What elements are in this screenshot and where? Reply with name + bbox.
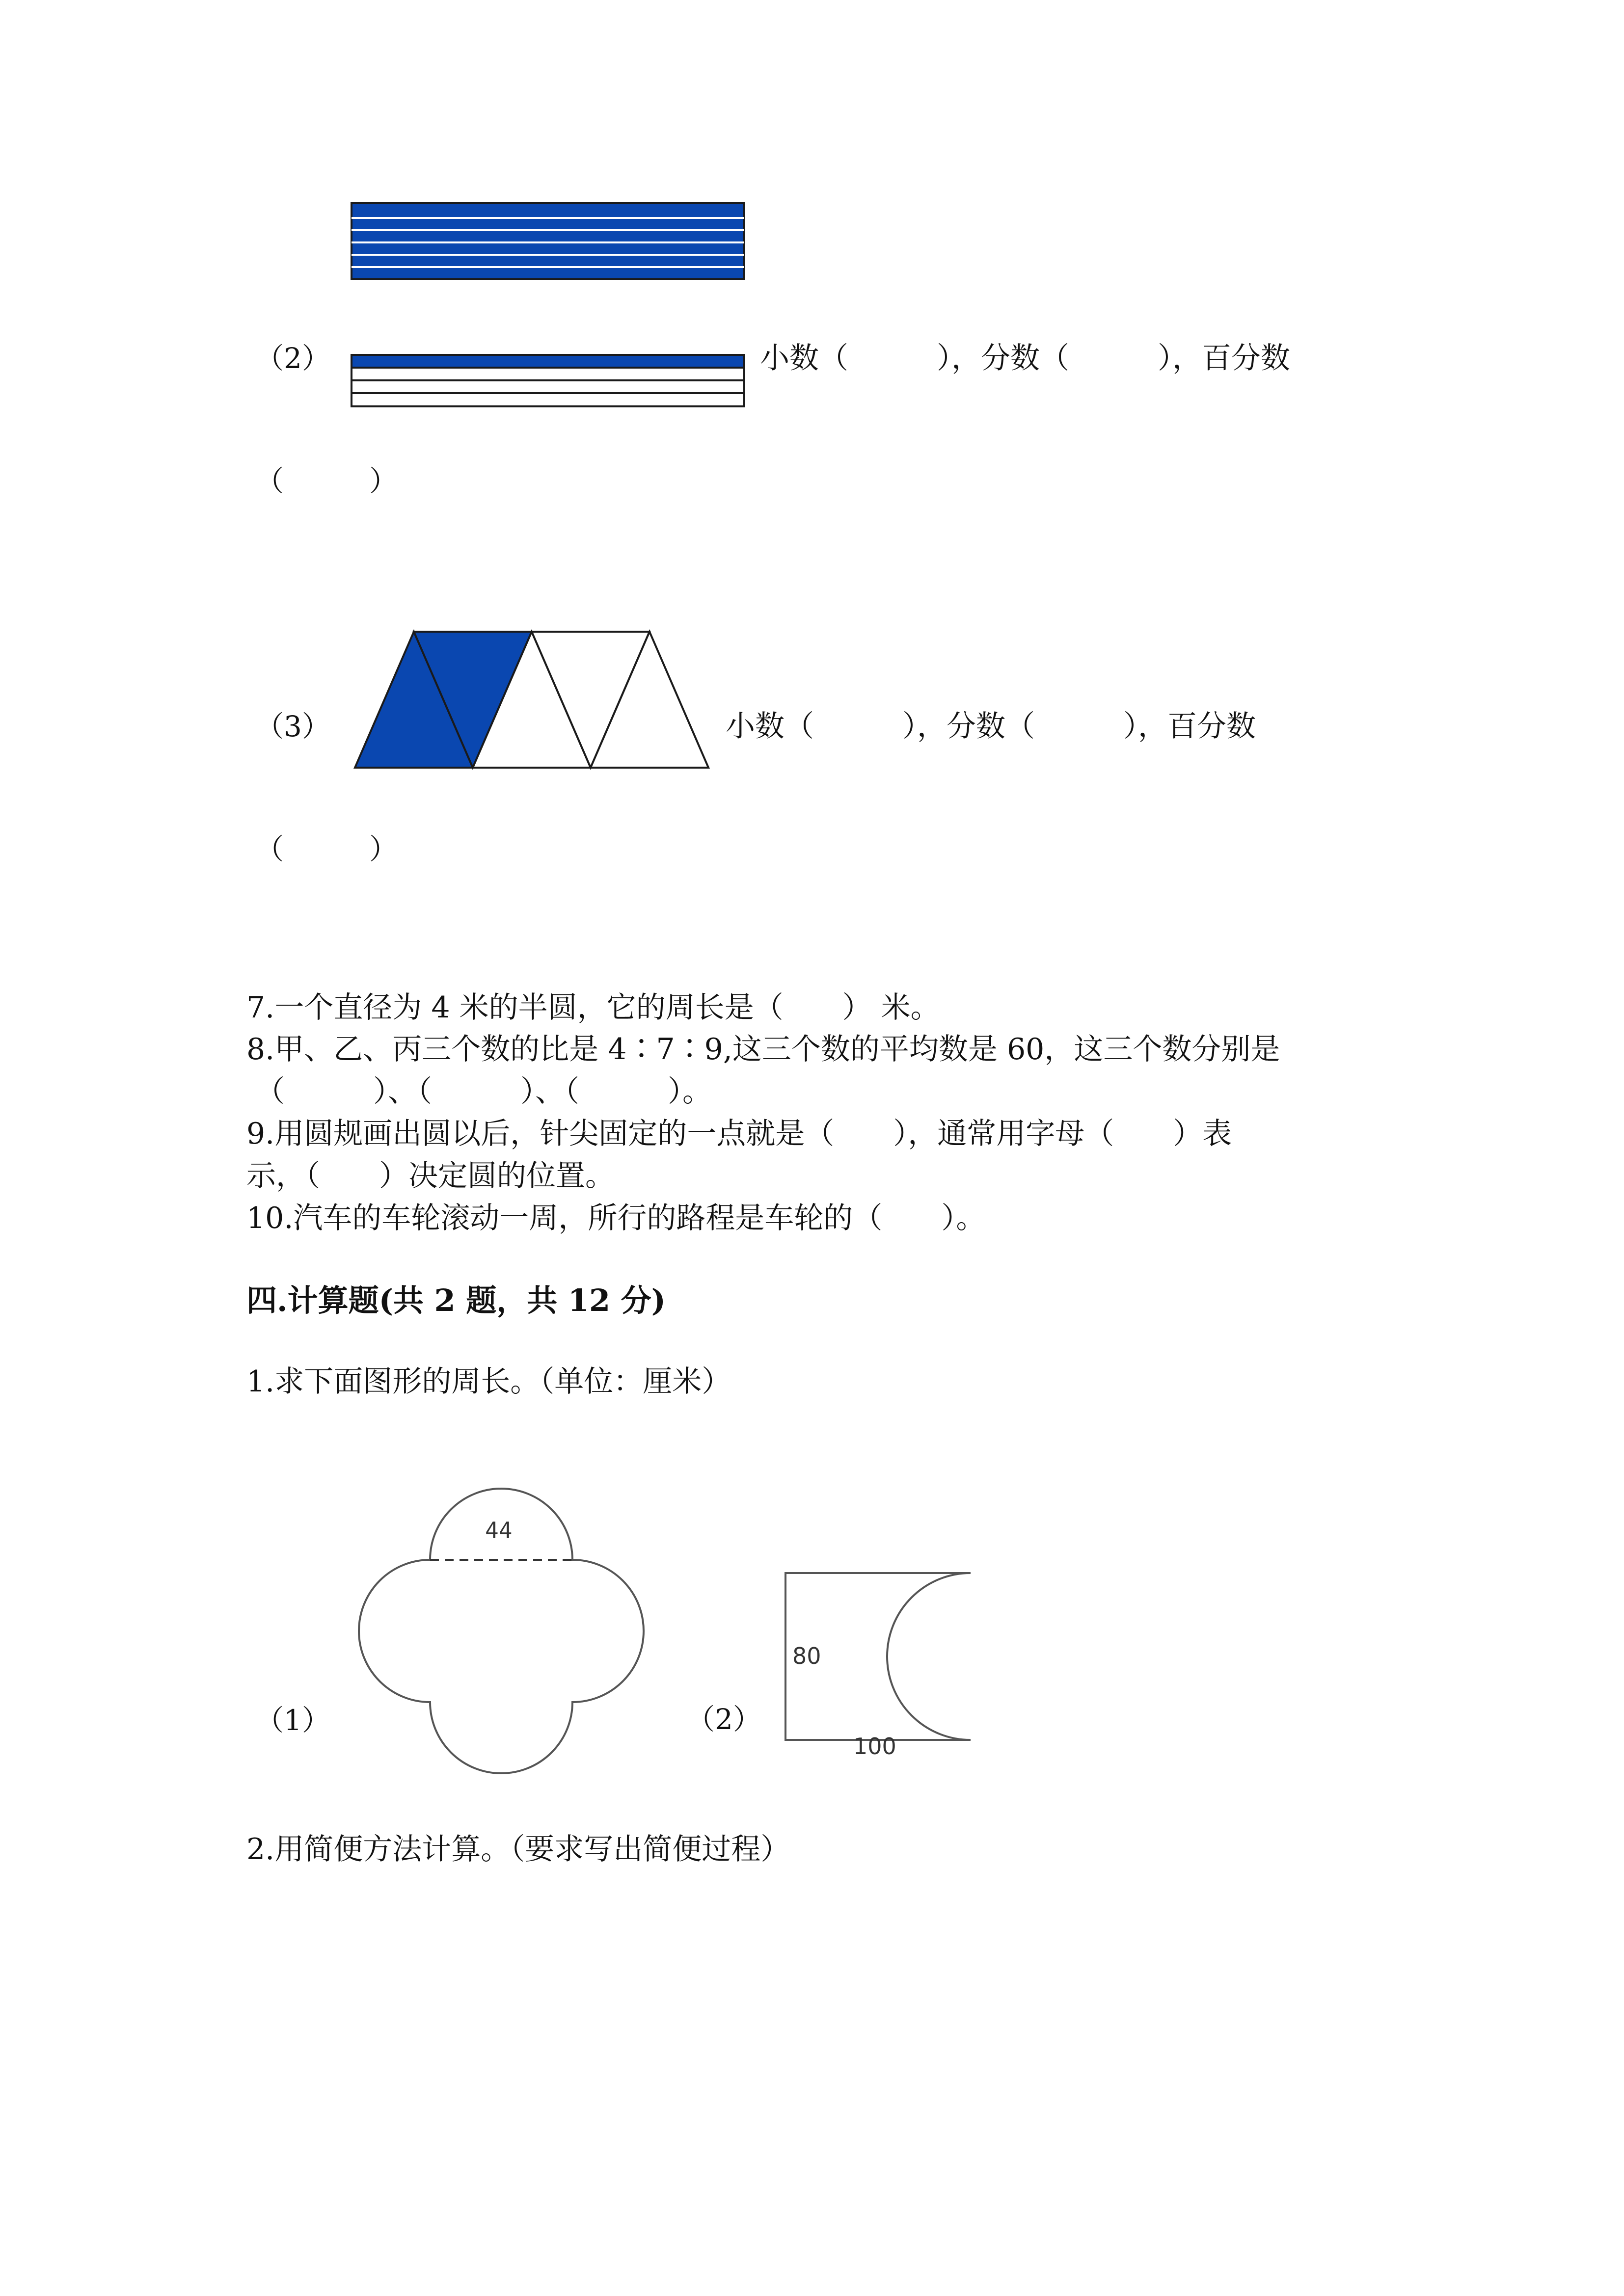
bar-figure-2 bbox=[352, 355, 744, 409]
calc-question-2: 2.用简便方法计算。（要求写出简便过程） bbox=[246, 1832, 790, 1867]
question-8-line1: 8.甲、乙、丙三个数的比是 4∶7∶9,这三个数的平均数是 60，这三个数分别是 bbox=[246, 1032, 1280, 1067]
question-9-line1: 9.用圆规画出圆以后，针尖固定的一点就是（ ），通常用字母（ ）表 bbox=[246, 1117, 1232, 1151]
question-2-text: 小数（ ），分数（ ），百分数 bbox=[760, 341, 1290, 375]
figure-label-2: （2） bbox=[255, 342, 330, 375]
notched-rect-width-label: 100 bbox=[853, 1733, 896, 1760]
parallelogram-figure-3 bbox=[352, 629, 716, 772]
answer-paren-2: （ ） bbox=[255, 464, 398, 498]
calc-figure-label-2: （2） bbox=[686, 1703, 761, 1736]
question-7: 7.一个直径为 4 米的半圆，它的周长是（ ） 米。 bbox=[246, 990, 940, 1025]
bar-figure-top bbox=[352, 203, 744, 282]
answer-paren-3: （ ） bbox=[255, 832, 398, 866]
figure-label-3: （3） bbox=[255, 710, 330, 743]
question-10: 10.汽车的车轮滚动一周，所行的路程是车轮的（ ）。 bbox=[246, 1201, 986, 1235]
question-3-text: 小数（ ），分数（ ），百分数 bbox=[726, 709, 1256, 744]
calc-question-1: 1.求下面图形的周长。（单位：厘米） bbox=[246, 1364, 731, 1399]
notched-rect-height-label: 80 bbox=[792, 1643, 821, 1669]
calc-figure-label-1: （1） bbox=[255, 1704, 330, 1737]
question-8-line2: （ ）、（ ）、（ ）。 bbox=[255, 1074, 712, 1109]
section-heading: 四.计算题(共 2 题，共 12 分) bbox=[246, 1282, 666, 1318]
question-9-line2: 示，（ ）决定圆的位置。 bbox=[246, 1159, 615, 1193]
clover-dimension-label: 44 bbox=[485, 1517, 513, 1544]
